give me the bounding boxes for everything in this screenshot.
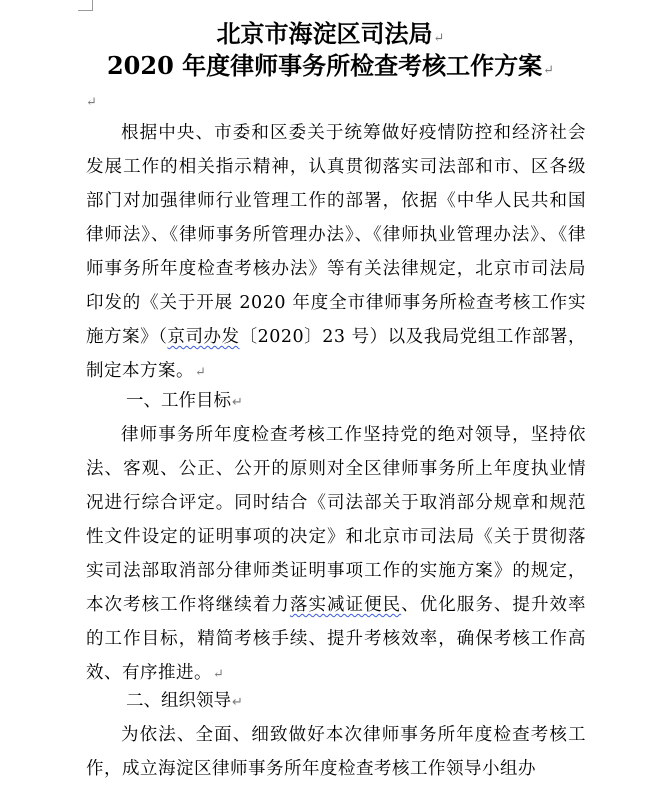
spellcheck-flagged-text: 京司办发 [167,327,240,347]
paragraph-goals [86,418,586,692]
empty-paragraph-mark-icon: ↵ [86,95,97,110]
paragraph-goals-tail: 、优化服务、提升效率的工作目标，精简考核手续、提升考核效率，确保考核工作高效、有序推进。 [86,595,587,683]
heading2-text: 二、组织领导 [126,691,231,711]
paragraph-mark-icon: ↵ [433,31,445,46]
paragraph-mark-icon: ↵ [232,395,243,410]
paragraph-organization [86,718,586,786]
title-line2-text: 2020 年度律师事务所检查考核工作方案 [106,51,543,80]
paragraph-mark-icon: ↵ [543,63,555,78]
section-heading-organization [126,684,243,720]
heading1-text: 一、工作目标 [126,391,231,411]
paragraph-mark-icon: ↵ [195,365,207,380]
paragraph-organization-text: 为依法、全面、细致做好本次律师事务所年度检查考核工作，成立海淀区律师事务所年度检查考核工作领导小组办 [86,725,586,779]
document-title-line2 [0,50,661,87]
paragraph-mark-icon: ↵ [232,695,243,710]
paragraph-mark-icon: ↵ [213,667,225,682]
title-line1-text: 北京市海淀区司法局 [216,19,433,48]
section-heading-goals [126,384,243,420]
paragraph-intro [86,116,586,390]
paragraph-intro-tail: 〔2020〕23 号）以及我局党组工作部署，制定本方案。 [86,327,587,381]
spellcheck-flagged-text: 落实减证便民 [289,595,402,615]
page-corner-marker [78,0,93,11]
paragraph-goals-text: 律师事务所年度检查考核工作坚持党的绝对领导，坚持依法、客观、公正、公开的原则对全区律师事务所上年度执业情况进行综合评定。同时结合《司法部关于取消部分规章和规范性文件设定的证明事项的决定》和北京市司法局《关于贯彻落实司法部取消部分律师类证明事项工作的实施方案》的规定，本次考核工作将继续着力 [86,425,586,615]
paragraph-intro-text: 根据中央、市委和区委关于统筹做好疫情防控和经济社会发展工作的相关指示精神，认真贯彻落实司法部和市、区各级部门对加强律师行业管理工作的部署，依据《中华人民共和国律师法》、《律师事务所管理办法》、《律师执业管理办法》、《律师事务所年度检查考核办法》等有关法律规定，北京市司法局印发的《关于开展 2020 年度全市律师事务所检查考核工作实施方案》（ [86,123,586,347]
